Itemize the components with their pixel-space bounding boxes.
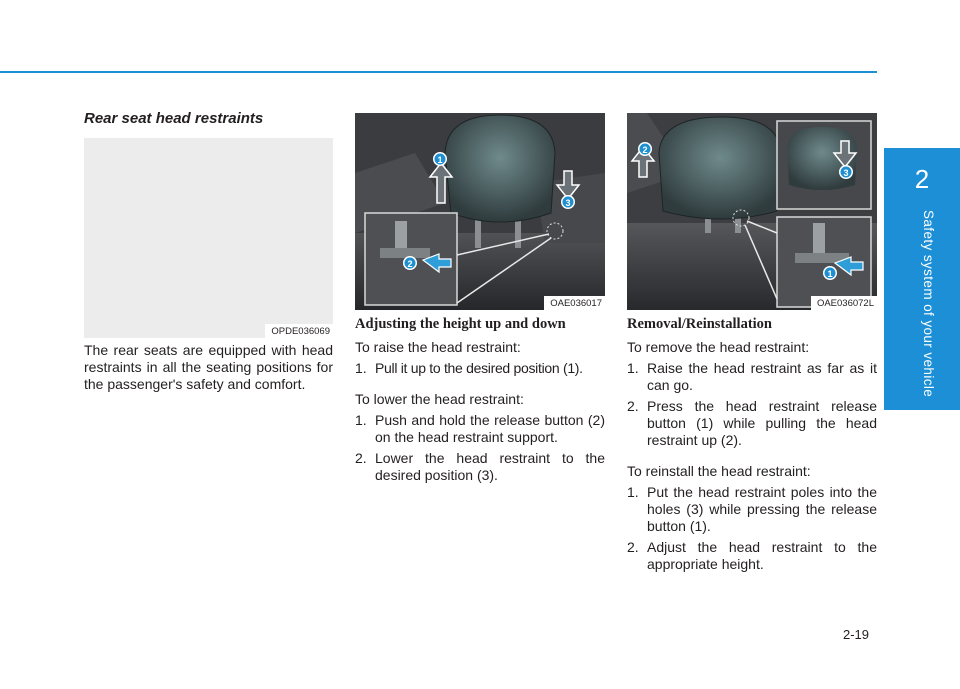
list-item: 1. Pull it up to the desired position (1). — [355, 360, 583, 376]
figure-code: OAE036017 — [544, 296, 605, 310]
callout-1: 1 — [827, 269, 833, 279]
lower-intro: To lower the head restraint: — [355, 391, 524, 407]
adjusting-column — [355, 316, 605, 484]
list-item: 2. Lower the head restraint to the desired position (3). — [355, 450, 605, 483]
section-title: Rear seat head restraints — [84, 110, 264, 127]
figure-rear-seat-overview — [84, 138, 333, 338]
figure-code: OAE036072L — [811, 296, 877, 310]
chapter-title: Safety system of your vehicle — [921, 210, 936, 398]
list-item: 1. Raise the head restraint as far as it can go. — [627, 360, 877, 393]
chapter-side-tab — [884, 148, 960, 410]
removal-column — [627, 316, 877, 573]
chapter-number: 2 — [914, 164, 930, 194]
list-item: 1. Put the head restraint poles into the holes (3) while pressing the release button (1). — [627, 484, 877, 534]
callout-3: 3 — [843, 168, 849, 178]
list-item: 2. Adjust the head restraint to the appropriate height. — [627, 539, 877, 572]
removal-heading: Removal/Reinstallation — [627, 316, 772, 332]
figure-removal — [627, 113, 877, 310]
top-rule — [0, 71, 877, 73]
callout-2: 2 — [642, 145, 648, 155]
height-adjust-illustration — [355, 113, 605, 310]
list-item: 2. Press the head restraint release button (1) while pulling the head restraint up (2). — [627, 398, 877, 448]
callout-3: 3 — [565, 198, 571, 208]
intro-column — [84, 342, 333, 393]
figure-height-adjust — [355, 113, 605, 310]
remove-intro: To remove the head restraint: — [627, 339, 810, 355]
raise-intro: To raise the head restraint: — [355, 339, 521, 355]
reinstall-intro: To reinstall the head restraint: — [627, 463, 811, 479]
intro-paragraph: The rear seats are equipped with head restraints in all the seating positions for the passenger's safety and comfort. — [84, 342, 333, 392]
adjusting-heading: Adjusting the height up and down — [355, 316, 566, 332]
list-item: 1. Push and hold the release button (2) on the head restraint support. — [355, 412, 605, 445]
callout-1: 1 — [437, 155, 443, 165]
removal-illustration — [627, 113, 877, 310]
callout-2: 2 — [407, 259, 413, 269]
page-number: 2-19 — [843, 627, 870, 642]
figure-code: OPDE036069 — [265, 324, 333, 338]
